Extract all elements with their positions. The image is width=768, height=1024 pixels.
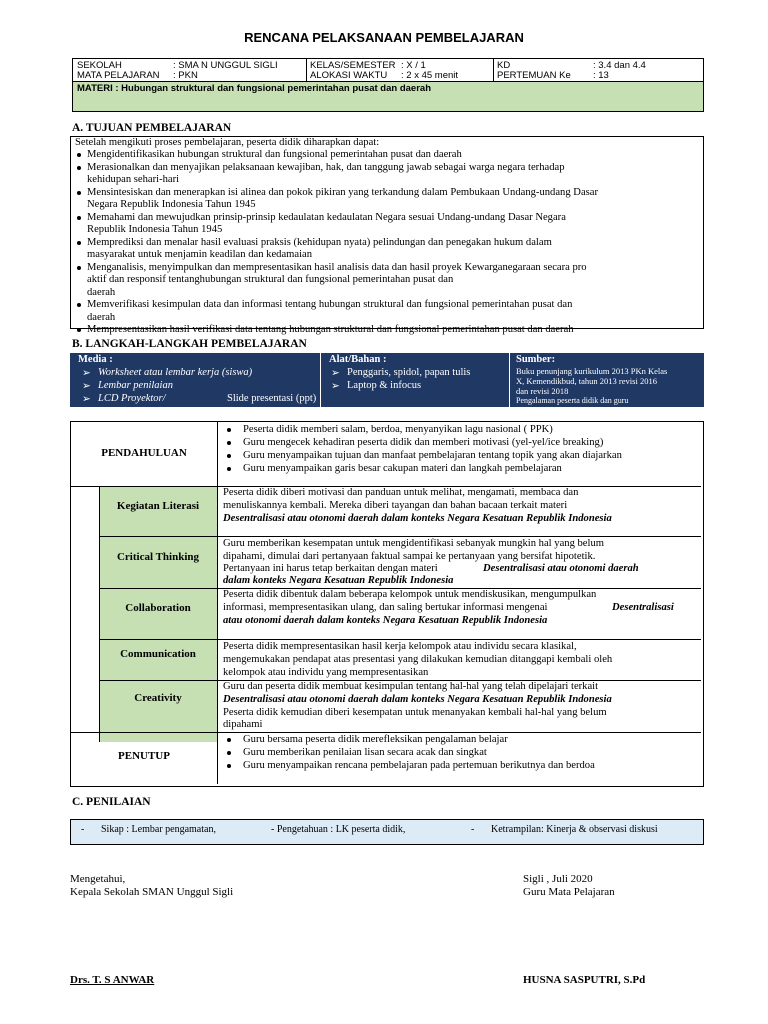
signature-name-right: HUSNA SASPUTRI, S.Pd — [523, 974, 646, 986]
tujuan-line: Memverifikasi kesimpulan data dan informasi tentang hubungan struktural dan fungsional pemerintahan pusat dan — [87, 299, 573, 310]
collab-label: Collaboration — [125, 602, 191, 614]
tujuan-line: masyarakat untuk menjamin keadilan dan kedamaian — [87, 249, 313, 260]
page-title: RENCANA PELAKSANAAN PEMBELAJARAN — [244, 30, 524, 45]
materi-row — [73, 81, 703, 111]
bullet-icon — [227, 467, 231, 471]
pendahuluan_items-item: Guru menyampaikan garis besar cakupan materi dan langkah pembelajaran — [243, 463, 562, 474]
creat-line: Peserta didik kemudian diberi kesempatan untuk menanyakan kembali hal-hal yang belum — [223, 707, 607, 718]
bullet-icon — [227, 764, 231, 768]
kd-label: KD — [497, 60, 511, 71]
identity-row-2 — [73, 70, 703, 81]
media-item: Slide presentasi (ppt) — [227, 393, 317, 404]
literasi-line: menuliskannya kembali. Mereka diberi tayangan dan bahan bacaan terkait materi — [223, 500, 568, 511]
signature-name-left: Drs. T. S ANWAR — [70, 974, 155, 986]
tujuan-intro: Setelah mengikuti proses pembelajaran, peserta didik diharapkan dapat: — [75, 137, 380, 148]
sumber-column — [510, 353, 704, 407]
arrow-right-icon: ➢ — [82, 368, 91, 379]
comm-line: mengemukakan pendapat atas presentasi yang dilakukan kemudian ditanggapi kembali oleh — [223, 654, 613, 665]
alat-column — [321, 353, 509, 407]
divider — [71, 732, 701, 733]
alat-item: Laptop & infocus — [347, 380, 422, 391]
tujuan-line: Memprediksi dan menalar hasil evaluasi praksis (kehidupan nyata) pelindungan dan penegakan hukum dalam — [87, 236, 552, 248]
penutup_items-item: Guru bersama peserta didik merefleksikan pengalaman belajar — [243, 734, 508, 745]
pertemuan-label: PERTEMUAN Ke — [497, 70, 571, 81]
tujuan-line: Mensintesiskan dan menerapkan isi alinea dan pokok pikiran yang terkandung dalam Pembukaan Undang-undang Dasar — [87, 186, 599, 198]
arrow-right-icon: ➢ — [331, 381, 340, 392]
media-title: Media : — [78, 354, 113, 365]
critical-line: Desentralisasi atau otonomi daerah — [483, 563, 639, 574]
pendahuluan_items-item: Guru menyampaikan tujuan dan manfaat pembelajaran tentang topik yang akan diajarkan — [243, 450, 622, 461]
mengetahui-text: Mengetahui, — [70, 873, 126, 885]
bullet-icon — [227, 428, 231, 432]
bullet-icon — [227, 751, 231, 755]
bullet-icon — [77, 191, 81, 195]
bullet-icon — [227, 441, 231, 445]
tujuan-line: Mempresentasikan hasil verifikasi data tentang hubungan struktural dan fungsional pemerintahan pusat dan daerah — [87, 324, 574, 335]
critical-line: Pertanyaan ini harus tetap berkaitan dengan materi — [223, 563, 438, 574]
penutup-label: PENUTUP — [118, 750, 170, 762]
alat-item: Penggaris, spidol, papan tulis — [347, 367, 471, 378]
bullet-icon — [77, 328, 81, 332]
section-c-heading: C. PENILAIAN — [72, 796, 151, 808]
arrow-right-icon: ➢ — [331, 368, 340, 379]
literasi-line: Desentralisasi atau otonomi daerah dalam konteks Negara Kesatuan Republik Indonesia — [223, 513, 612, 524]
pendahuluan-label: PENDAHULUAN — [101, 447, 187, 459]
divider — [493, 59, 494, 81]
divider — [217, 422, 218, 784]
media-item: Worksheet atau lembar kerja (siswa) — [98, 367, 253, 378]
sekolah-label: SEKOLAH — [77, 60, 122, 71]
collab-line: Desentralisasi — [612, 602, 674, 613]
sumber-line: Buku penunjang kurikulum 2013 PKn Kelas — [516, 366, 668, 376]
pengetahuan-text: - Pengetahuan : LK peserta didik, — [271, 824, 406, 835]
alokasi-value: : 2 x 45 menit — [401, 70, 459, 81]
sikap-text: Sikap : Lembar pengamatan, — [101, 824, 216, 835]
collab-line: atau otonomi daerah dalam konteks Negara Kesatuan Republik Indonesia — [223, 615, 548, 626]
bullet-icon — [77, 166, 81, 170]
bullet-icon — [77, 153, 81, 157]
tujuan-line: daerah — [87, 286, 116, 298]
literasi-label: Kegiatan Literasi — [116, 500, 200, 512]
bullet-icon — [77, 241, 81, 245]
tujuan-line: Menganalisis, menyimpulkan dan mempresentasikan hasil analisis data dan hasil proyek Kewarganegaraan secara pro — [87, 261, 587, 273]
place-date: Sigli , Juli 2020 — [523, 873, 593, 885]
tujuan-line: Republik Indonesia Tahun 1945 — [87, 224, 223, 235]
pendahuluan_items-item: Guru mengecek kehadiran peserta didik dan memberi motivasi (yel-yel/ice breaking) — [243, 437, 604, 448]
pendahuluan_items-item: Peserta didik memberi salam, berdoa, menyanyikan lagu nasional ( PPK) — [243, 424, 553, 435]
sumber-title: Sumber: — [516, 354, 556, 365]
creat-line: Guru dan peserta didik membuat kesimpulan tentang hal-hal yang telah dipelajari terkait — [223, 681, 599, 692]
bullet-icon — [227, 454, 231, 458]
literasi-line: Peserta didik diberi motivasi dan panduan untuk melihat, mengamati, membaca dan — [223, 487, 579, 498]
creat-line: dipahami — [223, 719, 263, 730]
keterampilan-text: Ketrampilan: Kinerja & observasi diskusi — [491, 824, 658, 835]
comm-line: kelompok atau individu yang mempresentasikan — [223, 667, 429, 678]
critical-line: Guru memberikan kesempatan untuk mengidentifikasi sebanyak mungkin hal yang belum — [223, 538, 604, 549]
critical-label: Critical Thinking — [116, 551, 199, 563]
materi-text: MATERI : Hubungan struktural dan fungsional pemerintahan pusat dan daerah — [77, 83, 431, 94]
identity-table — [72, 58, 704, 112]
mapel-value: : PKN — [173, 70, 198, 81]
bullet-icon — [227, 738, 231, 742]
tujuan-line: aktif dan responsif tentanghubungan struktural dan fungsional pemerintahan pusat dan — [87, 274, 454, 285]
sumber-line: Pengalaman peserta didik dan guru — [516, 396, 629, 405]
guru-text: Guru Mata Pelajaran — [523, 886, 615, 898]
dash: - — [81, 824, 85, 835]
tujuan-line: Mengidentifikasikan hubungan struktural dan fungsional pemerintahan pusat dan daerah — [87, 149, 462, 160]
kd-value: : 3.4 dan 4.4 — [593, 60, 646, 71]
bullet-icon — [77, 216, 81, 220]
sumber-line: dan revisi 2018 — [516, 386, 569, 396]
divider — [99, 536, 701, 537]
arrow-right-icon: ➢ — [82, 381, 91, 392]
media-column — [70, 353, 320, 407]
alokasi-label: ALOKASI WAKTU — [310, 70, 388, 81]
creat-line: Desentralisasi atau otonomi daerah dalam konteks Negara Kesatuan Republik Indonesia — [223, 694, 612, 705]
comm-line: Peserta didik mempresentasikan hasil kerja kelompok atau individu secara klasikal, — [223, 641, 577, 652]
kepala-text: Kepala Sekolah SMAN Unggul Sigli — [70, 886, 234, 898]
penilaian-box — [70, 819, 704, 845]
tujuan-line: Memahami dan mewujudkan prinsip-prinsip kedaulatan kedaulatan Negara sesuai Undang-undang Dasar Negara — [87, 211, 566, 223]
tujuan-line: kehidupan sehari-hari — [87, 174, 180, 185]
bullet-icon — [77, 266, 81, 270]
penutup_items-item: Guru memberikan penilaian lisan secara acak dan singkat — [243, 747, 487, 758]
bullet-icon — [77, 303, 81, 307]
mapel-label: MATA PELAJARAN — [77, 70, 160, 81]
divider — [99, 639, 701, 640]
section-b-heading: B. LANGKAH-LANGKAH PEMBELAJARAN — [72, 338, 307, 350]
divider — [306, 59, 307, 81]
kelas-label: KELAS/SEMESTER — [310, 60, 396, 71]
collab-line: Peserta didik dibentuk dalam beberapa kelompok untuk mendiskusikan, mengumpulkan — [223, 589, 597, 600]
alat-title: Alat/Bahan : — [329, 354, 387, 365]
comm-label: Communication — [120, 648, 196, 660]
sumber-line: X, Kemendikbud, tahun 2013 revisi 2016 — [516, 376, 657, 386]
critical-line: dalam konteks Negara Kesatuan Republik Indonesia — [223, 575, 454, 586]
steps-table — [70, 421, 704, 787]
tujuan-line: Merasionalkan dan menyajikan pelaksanaan kewajiban, hak, dan tanggung jawab sebagai warga negara terhadap — [87, 161, 565, 173]
pertemuan-value: : 13 — [593, 70, 609, 81]
tujuan-line: daerah — [87, 311, 116, 323]
sekolah-value: : SMA N UNGGUL SIGLI — [173, 60, 278, 71]
arrow-right-icon: ➢ — [82, 394, 91, 405]
penutup_items-item: Guru menyampaikan rencana pembelajaran pada pertemuan berikutnya dan berdoa — [243, 760, 595, 771]
dash: - — [471, 824, 475, 835]
tujuan-line: Negara Republik Indonesia Tahun 1945 — [87, 199, 256, 210]
media-table — [70, 353, 704, 407]
media-item: Lembar penilaian — [98, 380, 173, 391]
media-item: LCD Proyektor/ — [98, 393, 166, 404]
creat-label: Creativity — [134, 692, 182, 704]
collab-line: informasi, mempresentasikan ulang, dan saling bertukar informasi mengenai — [223, 602, 548, 613]
critical-line: dipahami, dimulai dari pertanyaan faktual sampai ke pertanyaan yang bersifat hipotetik. — [223, 551, 596, 562]
tujuan-box — [70, 136, 704, 335]
kelas-value: : X / 1 — [401, 60, 426, 71]
section-a-heading: A. TUJUAN PEMBELAJARAN — [72, 122, 232, 134]
